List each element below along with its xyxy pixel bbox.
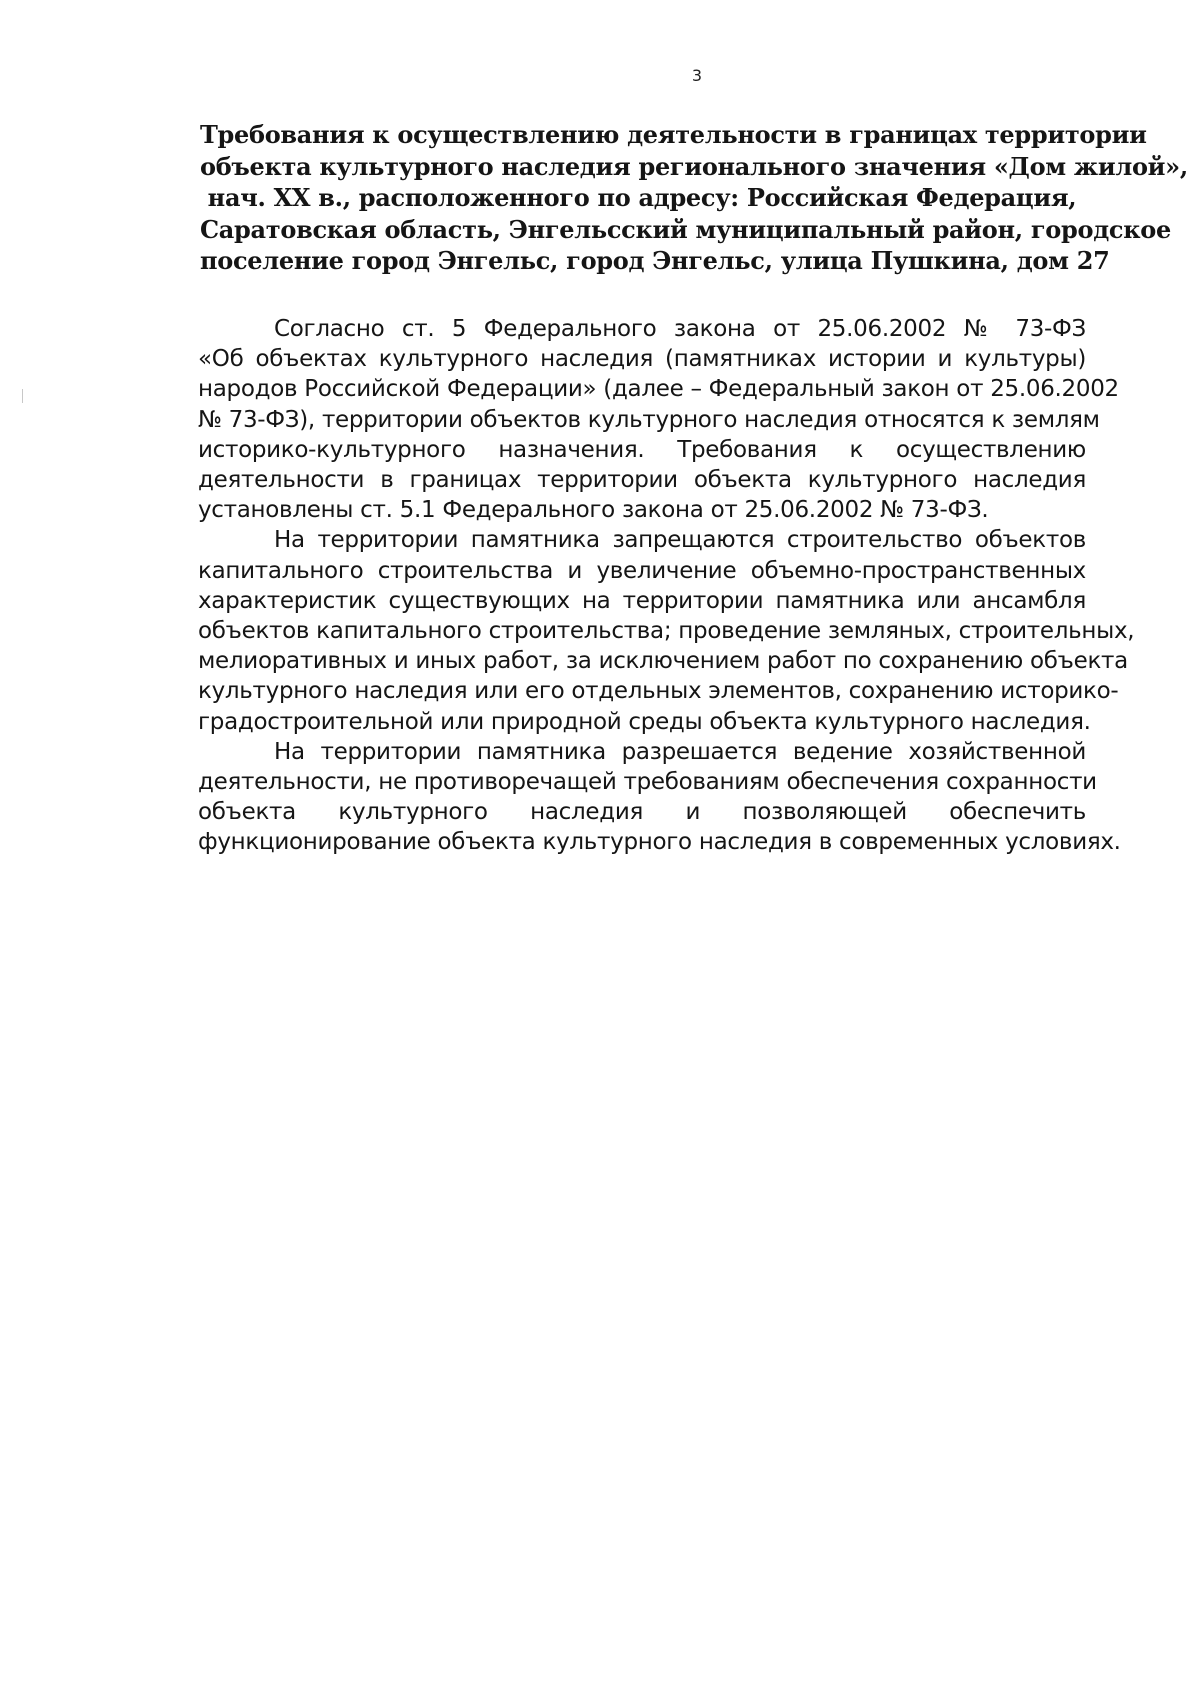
- page-number: 3: [691, 66, 703, 85]
- document-body: [198, 314, 1135, 858]
- title-line: объекта культурного наследия регионального значения «Дом жилой»,: [200, 151, 1188, 181]
- text-line: характеристик существующих на территории памятника или ансамбля: [198, 587, 1086, 614]
- paragraph-legal-basis: [198, 314, 1119, 525]
- text-line: установлены ст. 5.1 Федерального закона от 25.06.2002 № 73-ФЗ.: [198, 497, 989, 524]
- text-line: народов Российской Федерации» (далее – Федеральный закон от 25.06.2002: [198, 376, 1119, 403]
- text-line: деятельности в границах территории объекта культурного наследия: [198, 467, 1086, 494]
- text-line: капитального строительства и увеличение объемно-пространственных: [198, 557, 1086, 584]
- document-title: [200, 119, 1188, 277]
- title-line: Саратовская область, Энгельсский муниципальный район, городское: [200, 214, 1171, 244]
- text-line: градостроительной или природной среды объекта культурного наследия.: [198, 708, 1091, 735]
- paragraph-permissions: [198, 737, 1121, 858]
- text-line: На территории памятника запрещаются строительство объектов: [274, 527, 1086, 554]
- text-line: объекта культурного наследия и позволяющей обеспечить: [198, 799, 1086, 826]
- text-line: культурного наследия или его отдельных элементов, сохранению историко-: [198, 678, 1119, 705]
- text-line: № 73-ФЗ), территории объектов культурного наследия относятся к землям: [198, 406, 1100, 433]
- text-line: историко-культурного назначения. Требования к осуществлению: [198, 436, 1086, 463]
- text-line: Согласно ст. 5 Федерального закона от 25.06.2002 № 73-ФЗ: [274, 316, 1086, 342]
- title-line: нач. XX в., расположенного по адресу: Российская Федерация,: [207, 183, 1077, 212]
- text-line: мелиоративных и иных работ, за исключением работ по сохранению объекта: [198, 648, 1128, 675]
- text-line: «Об объектах культурного наследия (памятниках истории и культуры): [198, 346, 1086, 373]
- text-line: объектов капитального строительства; проведение земляных, строительных,: [198, 618, 1135, 645]
- title-line: Требования к осуществлению деятельности в границах территории: [200, 120, 1147, 149]
- text-line: деятельности, не противоречащей требованиям обеспечения сохранности: [198, 769, 1097, 796]
- paragraph-prohibitions: [198, 525, 1135, 736]
- text-line: функционирование объекта культурного наследия в современных условиях.: [198, 829, 1121, 856]
- text-line: На территории памятника разрешается ведение хозяйственной: [274, 738, 1086, 765]
- scan-artifact: [22, 389, 23, 403]
- title-line: поселение город Энгельс, город Энгельс, улица Пушкина, дом 27: [200, 246, 1110, 275]
